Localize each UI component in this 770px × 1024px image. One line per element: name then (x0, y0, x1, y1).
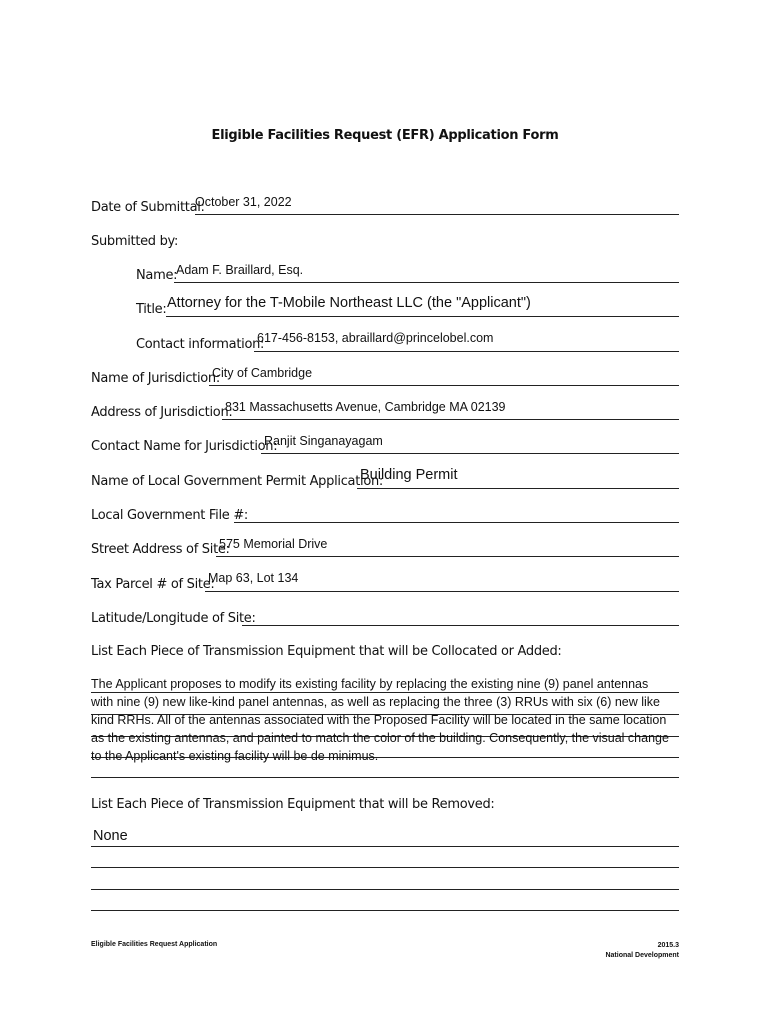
removed-underline (91, 889, 679, 890)
contact-label: Contact information: (136, 337, 265, 352)
date-value: October 31, 2022 (195, 195, 292, 209)
file-field[interactable] (234, 522, 679, 523)
parcel-value: Map 63, Lot 134 (208, 571, 299, 585)
footer-version (605, 941, 679, 961)
contact-value: 617-456-8153, abraillard@princelobel.com (257, 331, 494, 345)
contact-name-field[interactable] (261, 453, 679, 454)
name-value: Adam F. Braillard, Esq. (176, 263, 304, 277)
removed-heading: List Each Piece of Transmission Equipment that will be Removed: (91, 797, 495, 812)
jurisdiction-label: Name of Jurisdiction: (91, 371, 220, 386)
contact-name-value: Ranjit Singanayagam (264, 434, 383, 448)
date-field[interactable] (195, 214, 679, 215)
submitted-by-label: Submitted by: (91, 234, 179, 249)
site-address-label: Street Address of Site: (91, 542, 230, 557)
site-address-field[interactable] (216, 556, 679, 557)
permit-row (91, 467, 679, 489)
title-label: Title: (136, 302, 167, 317)
footer-version-number: 2015.3 (657, 942, 679, 949)
name-label: Name: (136, 268, 178, 283)
jurisdiction-row (91, 364, 679, 386)
collocated-line: kind RRHs. All of the antennas associated with the Proposed Facility will be located in the same location (91, 713, 667, 727)
removed-value: None (93, 828, 128, 844)
jurisdiction-address-row (91, 398, 679, 420)
permit-field[interactable] (357, 488, 679, 489)
collocated-line: with nine (9) new like-kind panel antennas, as well as replacing the three (3) RRUs with six (6) new like (91, 695, 661, 709)
date-row (91, 193, 679, 215)
title-row (136, 295, 679, 317)
removed-underline (91, 846, 679, 847)
collocated-heading: List Each Piece of Transmission Equipment that will be Collocated or Added: (91, 644, 562, 659)
file-label: Local Government File #: (91, 508, 248, 523)
site-address-value: 575 Memorial Drive (219, 537, 328, 551)
jurisdiction-address-value: 831 Massachusetts Avenue, Cambridge MA 02139 (225, 400, 506, 414)
footer-document-name: Eligible Facilities Request Application (91, 941, 218, 948)
jurisdiction-field[interactable] (209, 385, 679, 386)
submitted-by-row (91, 227, 391, 249)
parcel-field[interactable] (205, 591, 679, 592)
title-value: Attorney for the T-Mobile Northeast LLC (the "Applicant") (167, 295, 531, 311)
name-field[interactable] (174, 282, 679, 283)
latlong-field[interactable] (242, 625, 679, 626)
contact-name-row (91, 432, 679, 454)
removed-underline (91, 910, 679, 911)
jurisdiction-value: City of Cambridge (212, 366, 313, 380)
latlong-row (91, 604, 679, 626)
parcel-row (91, 570, 679, 592)
removed-underline (91, 867, 679, 868)
collocated-line: as the existing antennas, and painted to match the color of the building. Consequently, the visual change (91, 731, 669, 745)
contact-field[interactable] (254, 351, 679, 352)
contact-row (136, 330, 679, 352)
contact-name-label: Contact Name for Jurisdiction: (91, 439, 278, 454)
footer-department: National Development (605, 952, 679, 959)
site-address-row (91, 535, 679, 557)
latlong-label: Latitude/Longitude of Site: (91, 611, 256, 626)
permit-value: Building Permit (360, 467, 458, 483)
file-row (91, 501, 679, 523)
collocated-underline (91, 777, 679, 778)
name-row (136, 261, 679, 283)
parcel-label: Tax Parcel # of Site: (91, 577, 215, 592)
jurisdiction-address-field[interactable] (222, 419, 679, 420)
collocated-line: to the Applicant's existing facility will be de minimus. (91, 749, 379, 763)
date-label: Date of Submittal: (91, 200, 205, 215)
permit-label: Name of Local Government Permit Application: (91, 474, 383, 489)
collocated-line: The Applicant proposes to modify its existing facility by replacing the existing nine (9) panel antennas (91, 677, 649, 691)
jurisdiction-address-label: Address of Jurisdiction: (91, 405, 233, 420)
title-field[interactable] (166, 316, 679, 317)
form-title: Eligible Facilities Request (EFR) Application Form (211, 128, 559, 143)
